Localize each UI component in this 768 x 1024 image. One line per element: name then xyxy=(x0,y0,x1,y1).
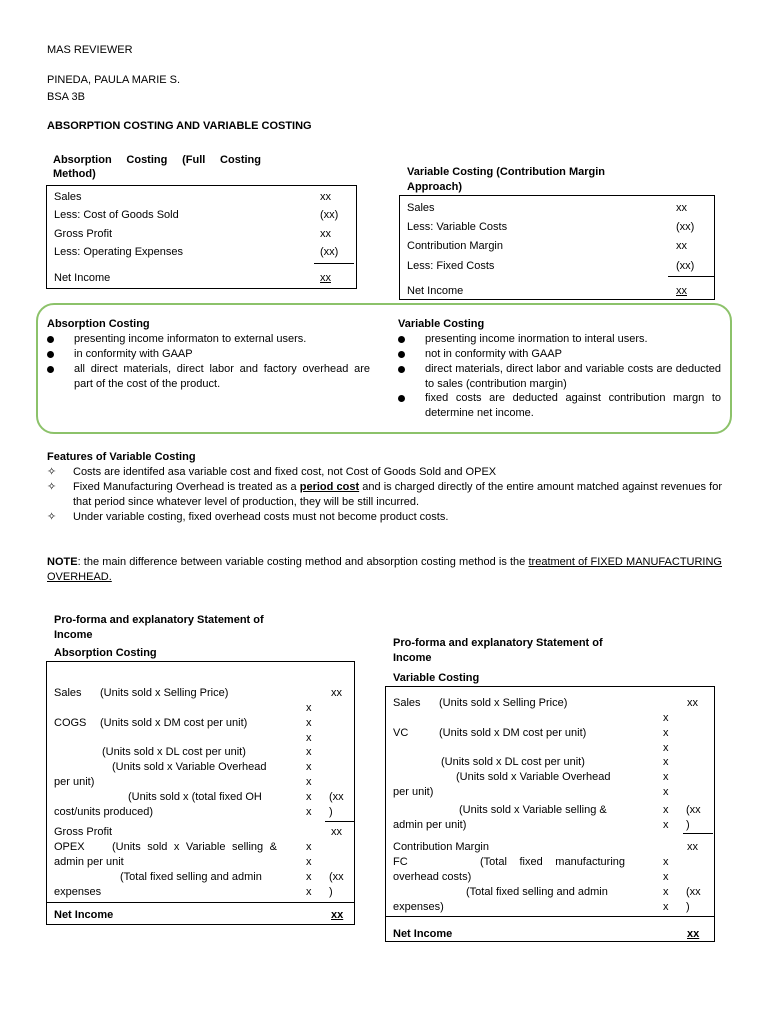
list-item xyxy=(398,332,721,347)
x-mark: x xyxy=(663,856,669,868)
row-label: Less: Operating Expenses xyxy=(54,246,184,258)
list-item-text: in conformity with GAAP xyxy=(74,348,193,360)
row-value: (xx) xyxy=(320,209,339,221)
sales-value: xx xyxy=(331,687,342,699)
fc-desc: expenses) xyxy=(393,901,444,913)
bullet-icon xyxy=(398,351,405,358)
net-income-value: xx xyxy=(331,909,344,921)
opex-desc: expenses xyxy=(54,886,102,898)
subtotal-value: (xx xyxy=(686,804,701,816)
fc-label: FC xyxy=(393,856,408,868)
proforma-variable-heading-line2: Income xyxy=(393,652,432,664)
row-label: Less: Fixed Costs xyxy=(407,260,495,272)
x-mark: x xyxy=(663,727,669,739)
list-item xyxy=(398,362,721,392)
vc-desc: per unit) xyxy=(393,786,434,798)
statement-row xyxy=(47,228,356,244)
statement-row xyxy=(400,285,714,301)
sales-label: Sales xyxy=(54,687,82,699)
subtotal-close: ) xyxy=(329,806,333,818)
vc-desc: (Units sold x DL cost per unit) xyxy=(441,756,585,768)
absorption-costing-title: Absorption Costing xyxy=(47,318,150,330)
feature-item xyxy=(47,510,722,525)
subtotal-rule xyxy=(325,821,354,822)
proforma-absorption-box xyxy=(46,661,355,925)
fc-desc: (Total fixed selling and admin xyxy=(466,886,608,898)
list-item-text: not in conformity with GAAP xyxy=(425,348,562,360)
feature-text-part: and is charged directly of the entire amount matched against revenues for that period since whatever level of production, they will be still incurred. xyxy=(73,481,722,508)
subtotal-rule xyxy=(314,263,354,264)
x-mark: x xyxy=(306,806,312,818)
opex-desc: (Total fixed selling and admin xyxy=(120,871,262,883)
row-value: (xx) xyxy=(320,246,339,258)
x-mark: x xyxy=(306,761,312,773)
feature-text xyxy=(73,480,722,510)
heading-word: Absorption xyxy=(53,154,112,166)
vc-desc: (Units sold x Variable selling & xyxy=(459,804,607,816)
list-item-text: presenting income informaton to external users. xyxy=(74,333,307,345)
x-mark: x xyxy=(306,886,312,898)
cogs-desc: cost/units produced) xyxy=(54,806,154,818)
feature-item xyxy=(47,465,722,480)
cogs-desc: per unit) xyxy=(54,776,95,788)
row-value: xx xyxy=(320,272,331,284)
contribution-margin-value: xx xyxy=(687,841,698,853)
doc-subject: MAS REVIEWER xyxy=(47,44,133,56)
row-value: xx xyxy=(676,240,687,252)
gross-profit-value: xx xyxy=(331,826,342,838)
x-mark: x xyxy=(663,886,669,898)
list-item xyxy=(398,391,721,421)
vc-desc: admin per unit) xyxy=(393,819,467,831)
row-value: xx xyxy=(320,228,331,240)
absorption-heading xyxy=(53,154,261,166)
subtotal-close: ) xyxy=(686,819,690,831)
x-mark: x xyxy=(663,756,669,768)
proforma-absorption-subheading: Absorption Costing xyxy=(54,647,157,659)
bullet-icon xyxy=(47,366,54,373)
gross-profit-label: Gross Profit xyxy=(54,826,113,838)
x-mark: x xyxy=(663,901,669,913)
note-text: : the main difference between variable costing method and absorption costing method is the xyxy=(77,556,529,568)
heading-word: Costing xyxy=(220,154,261,166)
vc-desc: (Units sold x Variable Overhead xyxy=(456,771,611,783)
statement-row xyxy=(400,260,714,276)
opex-desc: (Units sold x Variable selling & xyxy=(112,841,277,853)
statement-row xyxy=(400,202,714,218)
row-label: Less: Variable Costs xyxy=(407,221,508,233)
total-rule xyxy=(47,902,354,903)
sales-desc: (Units sold x Selling Price) xyxy=(439,697,568,709)
row-label: Sales xyxy=(407,202,435,214)
row-label: Contribution Margin xyxy=(407,240,503,252)
proforma-absorption-heading-line2: Income xyxy=(54,629,93,641)
subtotal-rule xyxy=(683,833,713,834)
subtotal-value: (xx xyxy=(329,791,344,803)
x-mark: x xyxy=(306,856,312,868)
list-item xyxy=(47,362,370,392)
subtotal-close: ) xyxy=(686,901,690,913)
diamond-icon: ✧ xyxy=(47,466,57,478)
row-value: (xx) xyxy=(676,221,695,233)
period-cost-emphasis: period cost xyxy=(299,481,360,493)
x-mark: x xyxy=(663,804,669,816)
feature-text: Under variable costing, fixed overhead costs must not become product costs. xyxy=(73,511,449,523)
x-mark: x xyxy=(306,776,312,788)
variable-heading: Variable Costing (Contribution Margin xyxy=(407,166,605,178)
list-item-text: direct materials, direct labor and variable costs are deducted to sales (contribution margin) xyxy=(425,363,721,390)
list-item-text: presenting income inormation to interal users. xyxy=(425,333,648,345)
diamond-icon: ✧ xyxy=(47,481,57,493)
feature-item xyxy=(47,480,722,510)
feature-text: Costs are identifed asa variable cost and fixed cost, not Cost of Goods Sold and OPEX xyxy=(73,466,497,478)
bullet-icon xyxy=(398,366,405,373)
row-value: xx xyxy=(676,202,687,214)
subtotal-value: (xx xyxy=(329,871,344,883)
cogs-desc: (Units sold x DL cost per unit) xyxy=(102,746,246,758)
total-rule xyxy=(386,916,714,917)
x-mark: x xyxy=(663,742,669,754)
variable-statement-box xyxy=(399,195,715,300)
note-emphasis: treatment of FIXED MANUFACTURING OVERHEAD. xyxy=(47,556,722,583)
fc-desc: (Total fixed manufacturing xyxy=(480,856,625,868)
vc-desc: (Units sold x DM cost per unit) xyxy=(439,727,587,739)
row-label: Sales xyxy=(54,191,82,203)
subtotal-close: ) xyxy=(329,886,333,898)
x-mark: x xyxy=(306,871,312,883)
net-income-value: xx xyxy=(687,928,700,940)
row-label: Gross Profit xyxy=(54,228,113,240)
x-mark: x xyxy=(306,717,312,729)
list-item-text: fixed costs are deducted against contribution margn to determine net income. xyxy=(425,392,721,419)
subtotal-rule xyxy=(668,276,714,277)
bullet-icon xyxy=(47,336,54,343)
note-paragraph xyxy=(47,555,722,585)
author-section: BSA 3B xyxy=(47,91,85,103)
proforma-variable-heading: Pro-forma and explanatory Statement of xyxy=(393,637,603,649)
x-mark: x xyxy=(306,841,312,853)
statement-row xyxy=(47,272,356,288)
heading-word: (Full xyxy=(182,154,206,166)
x-mark: x xyxy=(306,746,312,758)
page-title: ABSORPTION COSTING AND VARIABLE COSTING xyxy=(47,120,312,132)
bullet-icon xyxy=(47,351,54,358)
x-mark: x xyxy=(663,712,669,724)
net-income-label: Net Income xyxy=(54,909,114,921)
row-value: xx xyxy=(676,285,687,297)
feature-text-part: Fixed Manufacturing Overhead is treated as a xyxy=(73,481,300,493)
bullet-icon xyxy=(398,395,405,402)
statement-row xyxy=(400,221,714,237)
heading-word: Costing xyxy=(126,154,168,166)
row-value: xx xyxy=(320,191,331,203)
statement-row xyxy=(47,209,356,225)
sales-label: Sales xyxy=(393,697,421,709)
variable-heading-line2: Approach) xyxy=(407,181,462,193)
row-value: (xx) xyxy=(676,260,695,272)
cogs-desc: (Units sold x Variable Overhead xyxy=(112,761,267,773)
x-mark: x xyxy=(306,791,312,803)
row-label: Net Income xyxy=(54,272,111,284)
sales-desc: (Units sold x Selling Price) xyxy=(100,687,229,699)
absorption-statement-box xyxy=(46,185,357,289)
opex-desc: admin per unit xyxy=(54,856,124,868)
list-item xyxy=(47,347,370,362)
cogs-desc: (Units sold x DM cost per unit) xyxy=(100,717,248,729)
author-name: PINEDA, PAULA MARIE S. xyxy=(47,74,181,86)
x-mark: x xyxy=(663,786,669,798)
proforma-variable-subheading: Variable Costing xyxy=(393,672,480,684)
features-title: Features of Variable Costing xyxy=(47,451,196,463)
absorption-heading-line2: Method) xyxy=(53,168,96,180)
list-item-text: all direct materials, direct labor and factory overhead are part of the cost of the product. xyxy=(74,363,370,390)
row-label: Net Income xyxy=(407,285,464,297)
statement-row xyxy=(400,240,714,256)
x-mark: x xyxy=(663,819,669,831)
cogs-desc: (Units sold x (total fixed OH xyxy=(128,791,262,803)
vc-label: VC xyxy=(393,727,409,739)
proforma-variable-box xyxy=(385,686,715,942)
x-mark: x xyxy=(663,871,669,883)
contribution-margin-label: Contribution Margin xyxy=(393,841,489,853)
x-mark: x xyxy=(306,732,312,744)
net-income-label: Net Income xyxy=(393,928,453,940)
bullet-icon xyxy=(398,336,405,343)
sales-value: xx xyxy=(687,697,698,709)
diamond-icon: ✧ xyxy=(47,511,57,523)
row-label: Less: Cost of Goods Sold xyxy=(54,209,179,221)
statement-row xyxy=(47,246,356,262)
statement-row xyxy=(47,191,356,207)
proforma-absorption-heading: Pro-forma and explanatory Statement of xyxy=(54,614,264,626)
cogs-label: COGS xyxy=(54,717,87,729)
list-item xyxy=(47,332,370,347)
fc-desc: overhead costs) xyxy=(393,871,472,883)
opex-label: OPEX xyxy=(54,841,85,853)
note-label: NOTE xyxy=(47,556,78,568)
variable-costing-title: Variable Costing xyxy=(398,318,485,330)
x-mark: x xyxy=(306,702,312,714)
list-item xyxy=(398,347,721,362)
subtotal-value: (xx xyxy=(686,886,701,898)
x-mark: x xyxy=(663,771,669,783)
